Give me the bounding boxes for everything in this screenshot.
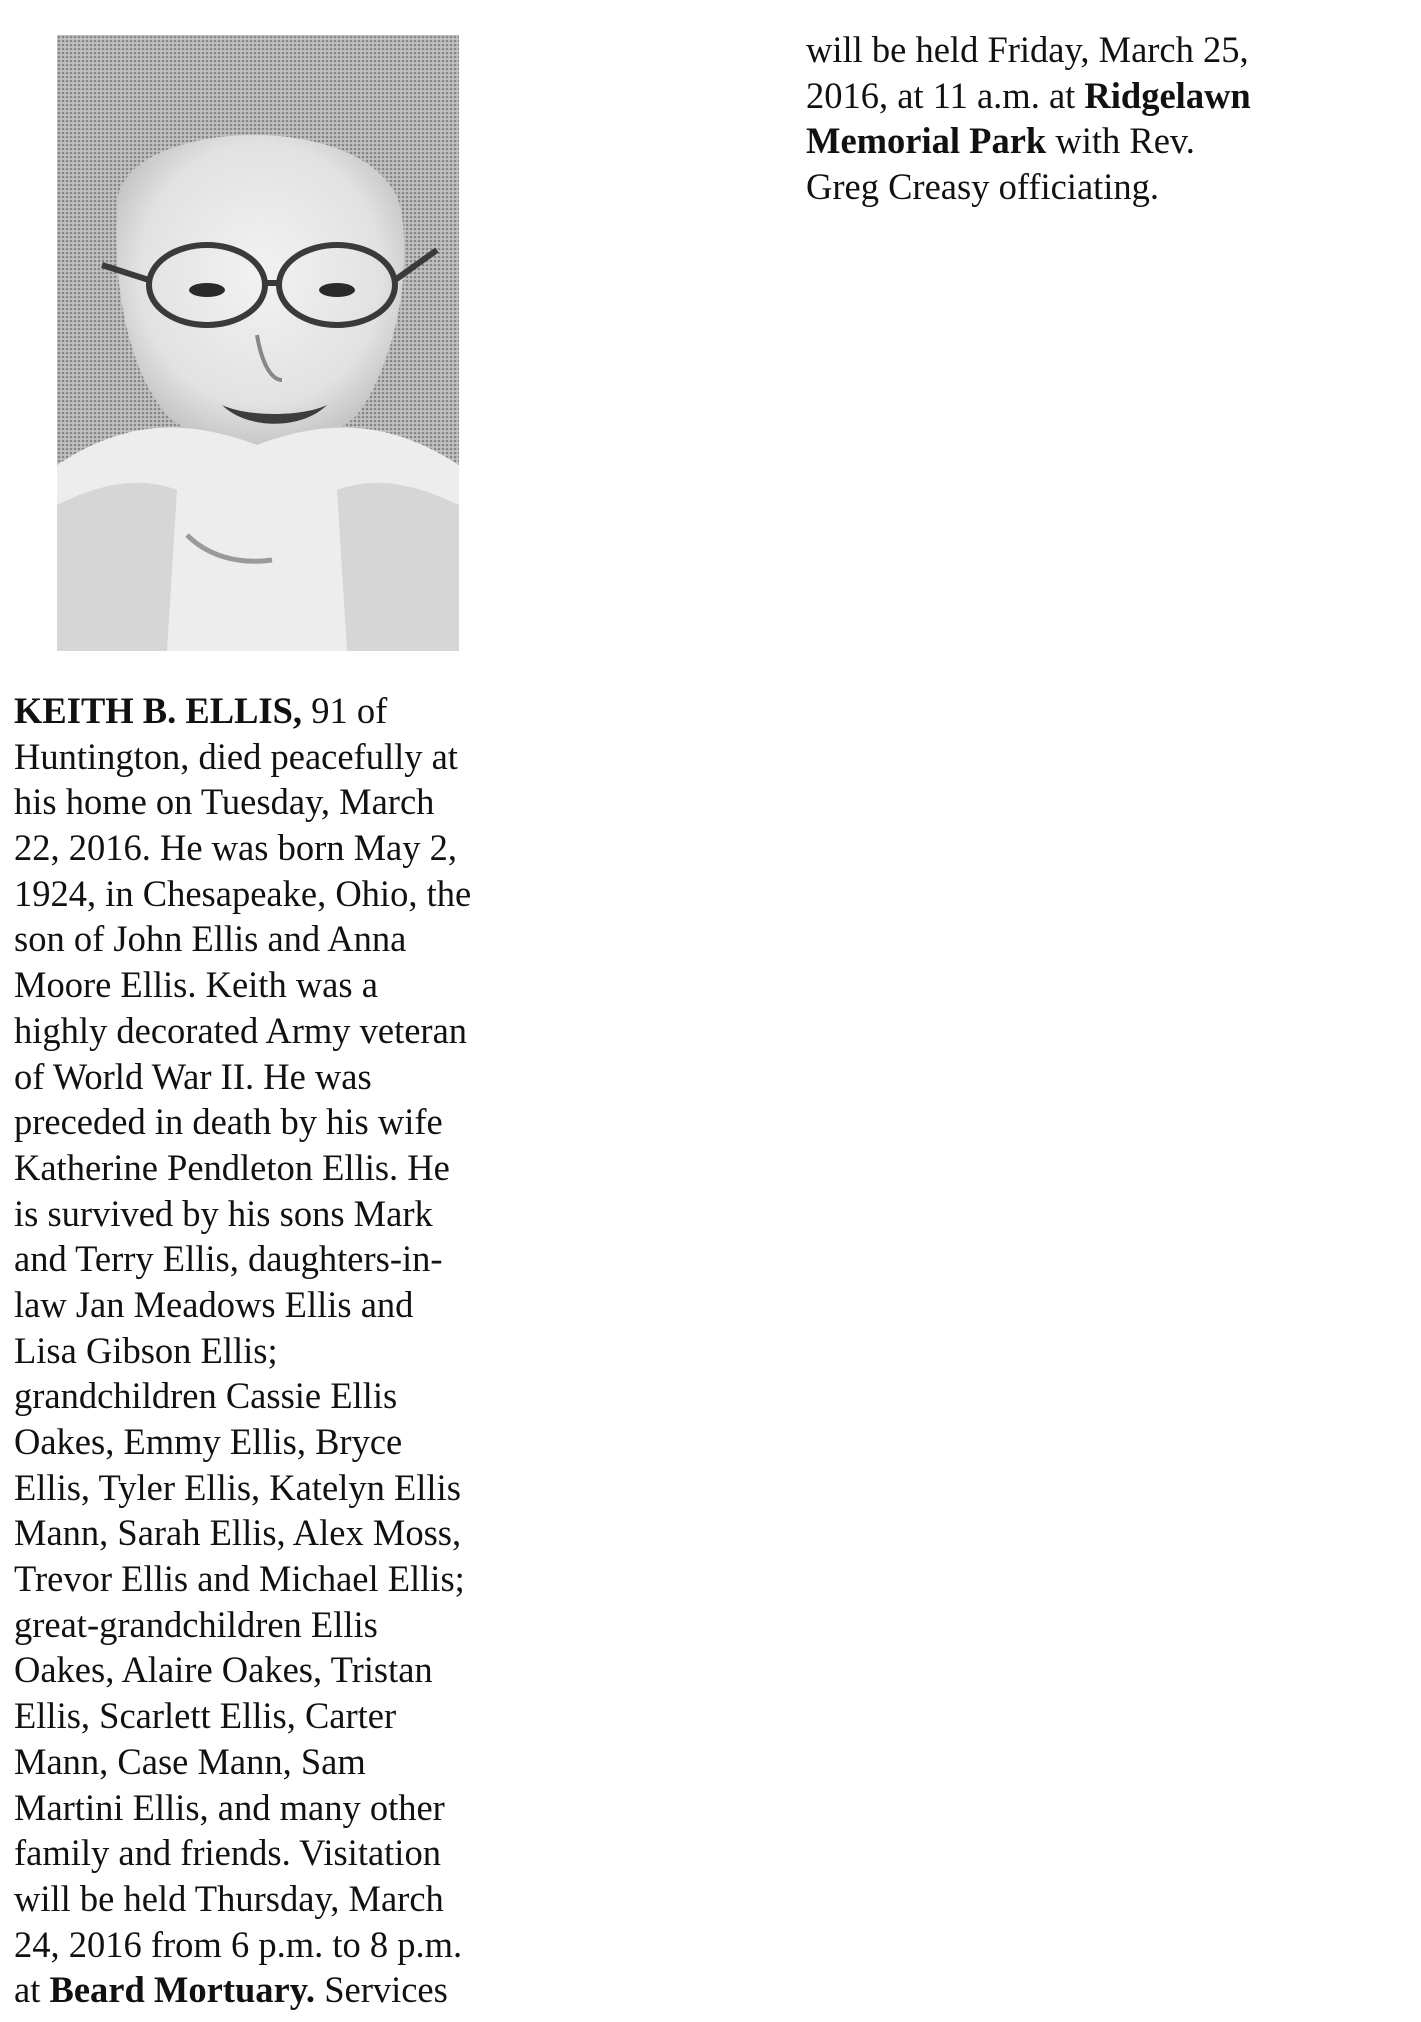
text-line (14, 779, 514, 825)
bold-text: Beard Mortuary. (49, 1969, 316, 2011)
body-text: grandchildren Cassie Ellis (14, 1375, 398, 1417)
text-line (14, 1876, 514, 1922)
body-text: at (14, 1969, 50, 2011)
body-text: 91 of (302, 690, 388, 731)
body-text: Greg Creasy officiating. (806, 166, 1160, 208)
text-line (14, 1602, 514, 1648)
body-text: Services (315, 1969, 448, 2011)
body-text: 2016, at 11 a.m. at (806, 74, 1085, 116)
text-line (14, 1236, 514, 1282)
text-line (14, 1373, 514, 1419)
body-text: 22, 2016. He was born May 2, (14, 827, 458, 869)
body-text: Ellis, Scarlett Ellis, Carter (14, 1695, 397, 1737)
text-line (14, 1739, 514, 1785)
body-text: great-grandchildren Ellis (14, 1603, 378, 1645)
body-text: preceded in death by his wife (14, 1101, 443, 1143)
text-line (806, 164, 1326, 210)
body-text: Katherine Pendleton Ellis. He (14, 1146, 450, 1188)
text-line (14, 1510, 514, 1556)
text-line (14, 1008, 514, 1054)
text-line (14, 1191, 514, 1237)
bold-text: KEITH B. ELLIS, (14, 690, 303, 731)
text-line (806, 118, 1326, 164)
body-text: will be held Friday, March 25, (806, 29, 1249, 70)
text-line (14, 734, 514, 780)
body-text: Martini Ellis, and many other (14, 1786, 445, 1828)
bold-text: Memorial Park (806, 120, 1047, 162)
body-text: Mann, Sarah Ellis, Alex Moss, (14, 1512, 462, 1554)
obituary-text-column-right (806, 27, 1326, 210)
text-line (14, 1145, 514, 1191)
text-line (14, 1282, 514, 1328)
text-line (14, 1328, 514, 1374)
body-text: law Jan Meadows Ellis and (14, 1283, 414, 1325)
body-text: Lisa Gibson Ellis; (14, 1329, 278, 1371)
body-text: son of John Ellis and Anna (14, 918, 407, 960)
body-text: highly decorated Army veteran (14, 1009, 468, 1051)
body-text: Oakes, Emmy Ellis, Bryce (14, 1421, 403, 1462)
text-line (14, 1099, 514, 1145)
text-line (14, 1556, 514, 1602)
body-text: Oakes, Alaire Oakes, Tristan (14, 1649, 433, 1691)
portrait-photo (57, 35, 459, 651)
body-text: with Rev. (1046, 120, 1195, 162)
text-line (806, 73, 1326, 119)
body-text: Mann, Case Mann, Sam (14, 1740, 366, 1782)
text-line (14, 1785, 514, 1831)
text-line (14, 825, 514, 871)
text-line (14, 1693, 514, 1739)
text-line (14, 871, 514, 917)
body-text: Huntington, died peacefully at (14, 735, 458, 777)
text-line (14, 1647, 514, 1693)
body-text: Moore Ellis. Keith was a (14, 964, 378, 1006)
text-line (14, 1419, 514, 1465)
body-text: will be held Thursday, March (14, 1877, 444, 1919)
text-line (806, 27, 1326, 73)
body-text: is survived by his sons Mark (14, 1192, 433, 1234)
body-text: 1924, in Chesapeake, Ohio, the (14, 872, 472, 914)
text-line (14, 916, 514, 962)
text-line (14, 1830, 514, 1876)
text-line (14, 1054, 514, 1100)
body-text: Trevor Ellis and Michael Ellis; (14, 1558, 465, 1600)
bold-text: Ridgelawn (1084, 74, 1251, 116)
obituary-text-column-left (14, 688, 514, 2013)
text-line (14, 962, 514, 1008)
body-text: of World War II. He was (14, 1055, 372, 1097)
body-text: and Terry Ellis, daughters-in- (14, 1238, 443, 1280)
text-line (14, 1922, 514, 1968)
body-text: his home on Tuesday, March (14, 781, 435, 823)
text-line (14, 1967, 514, 2013)
text-line (14, 688, 514, 734)
body-text: family and friends. Visitation (14, 1832, 441, 1874)
text-line (14, 1465, 514, 1511)
body-text: 24, 2016 from 6 p.m. to 8 p.m. (14, 1923, 463, 1965)
body-text: Ellis, Tyler Ellis, Katelyn Ellis (14, 1466, 461, 1508)
